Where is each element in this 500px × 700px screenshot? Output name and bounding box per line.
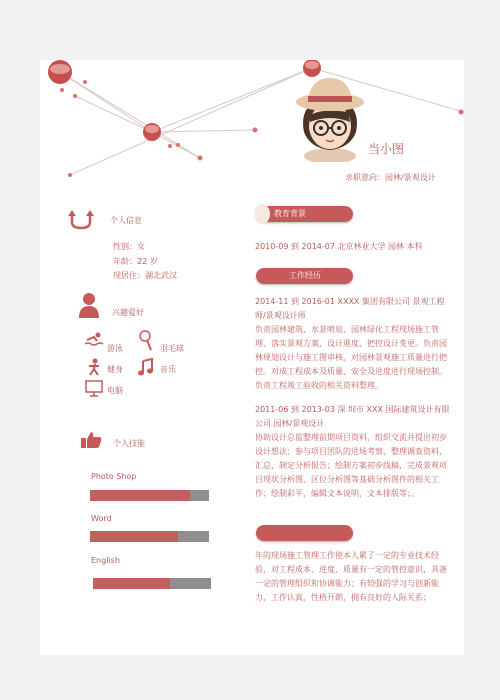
section-title-work: 工作经历 (289, 271, 321, 280)
info-gender: 性别：女 (113, 242, 145, 251)
skill-bar-word (90, 531, 209, 542)
rotate-arrows-icon (68, 210, 94, 230)
leaf-icon (254, 204, 270, 224)
skill-bar-english (93, 578, 211, 589)
section-header-education (256, 206, 353, 222)
skill-bar-fill (90, 531, 178, 542)
computer-icon (85, 380, 103, 398)
skill-bar-fill (93, 578, 170, 589)
job-intent: 求职意向：园林/景观设计 (345, 173, 436, 182)
thumbs-up-icon (80, 431, 102, 449)
resume-page (40, 60, 464, 655)
skill-name-word: Word (91, 514, 112, 523)
candidate-name: 当小图 (368, 142, 405, 156)
work-2-body: 协助设计总监整理前期项目资料，组织交流并提出初步设计想法；参与项目团队的进场考察，整理调查资料，汇总，制定分析报告；绘制方案初步线稿，完成景观项目现状分析图、区位分析图等基础分析图件的相关工作；绘制彩平，编辑文本说明，文本排版等；。 (255, 433, 447, 498)
badminton-icon (138, 330, 154, 352)
section-title-skills: 个人技能 (113, 439, 145, 448)
swim-icon (84, 332, 104, 348)
skill-name-photoshop: Photo Shop (91, 472, 137, 481)
avatar (290, 72, 370, 162)
music-icon (138, 358, 154, 376)
hobby-badminton: 羽毛球 (160, 344, 184, 353)
skill-bar-photoshop (90, 490, 209, 501)
section-title-hobby: 兴趣爱好 (112, 308, 144, 317)
work-1-head: 2014-11 到 2016-01 XXXX 集团有限公司 景观工程师/景观设计师 (255, 297, 445, 320)
section-header-work (256, 268, 353, 284)
section-title-education: 教育背景 (274, 209, 306, 218)
hobby-computer: 电脑 (107, 386, 123, 395)
hobby-swim: 游泳 (107, 344, 123, 353)
skill-name-english: English (91, 556, 120, 565)
fitness-icon (86, 358, 102, 376)
hobby-music: 音乐 (160, 365, 176, 374)
work-1-body: 负责园林建筑、水景喷泉、园林绿化工程现场施工管理、落实景观方案，设计進度、把控设计变更。负责园林规划设计与施工图审核，对园林景观施工质量进行把控。对成工程成本及质量、安全及进度进行现场控制。负责工程竣工验收的相关资料整理。 (255, 325, 447, 390)
work-2-head: 2011-06 到 2013-03 深 圳市 XXX 国际建筑设计有限公司 园林/景观设计 (255, 405, 450, 428)
section-header-summary (256, 525, 353, 541)
hobby-fitness: 健身 (107, 365, 123, 374)
section-title-info: 个人信息 (110, 216, 142, 225)
education-line: 2010-09 到 2014-07 北京林业大学 园林 本科 (255, 242, 423, 251)
info-city: 现居住：湖北武汉 (113, 271, 177, 280)
summary-text: 年的现场施工管理工作使本人累了一定的专业技术经验，对工程成本、进度、质量有一定的管控意识，具备一定的管理组织和协调能力；有较强的学习与创新能力，工作认真，性格开朗，拥有良好的人际关系； (255, 551, 447, 602)
info-age: 年龄：22 岁 (113, 257, 158, 266)
skill-bar-fill (90, 490, 190, 501)
person-icon (78, 292, 100, 318)
